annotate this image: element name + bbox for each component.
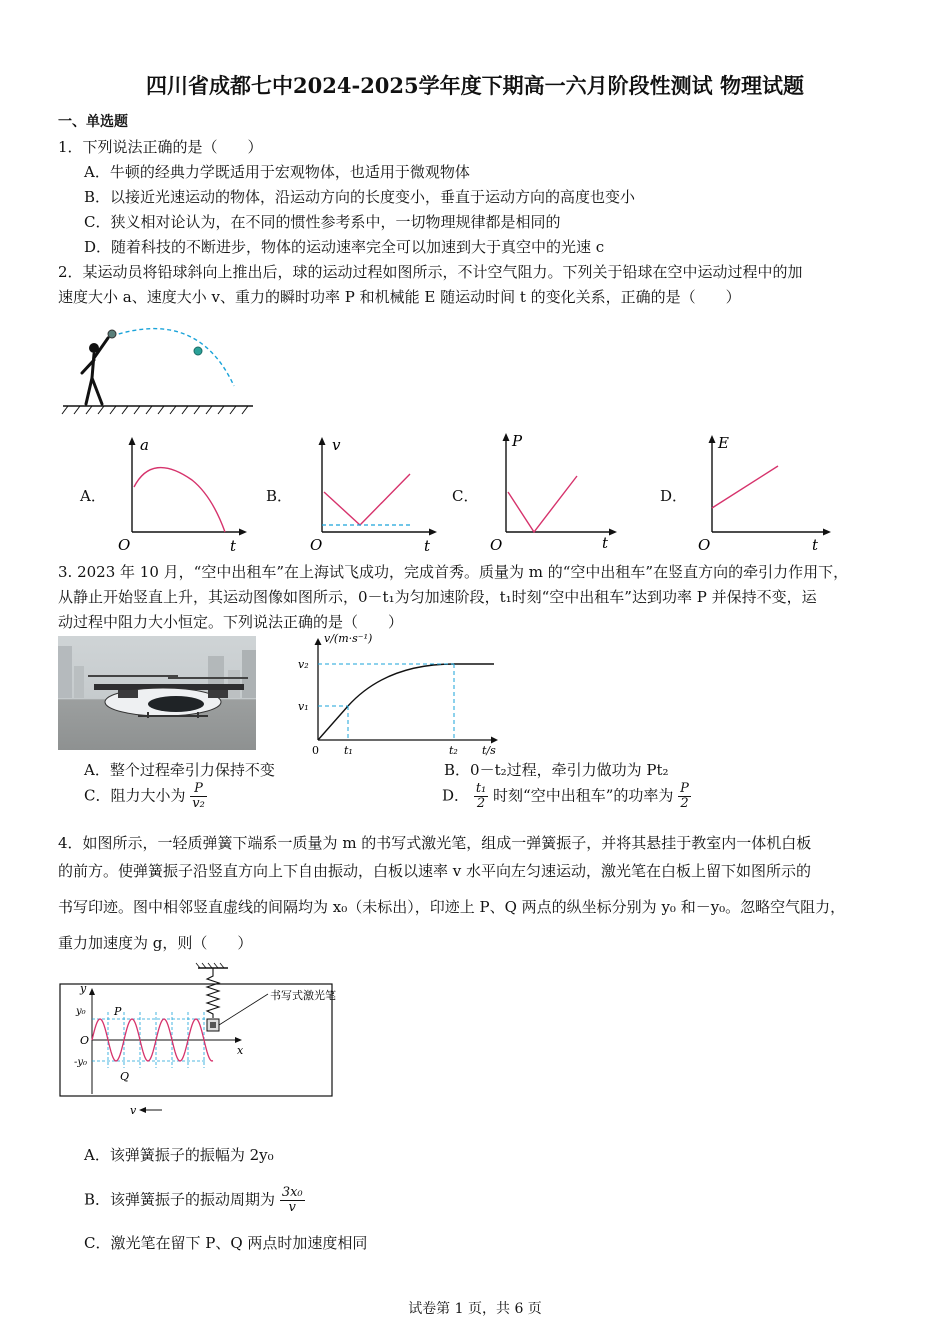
ball-midair	[194, 347, 202, 355]
q3-stem-line1: 3. 2023 年 10 月，“空中出租车”在上海试飞成功，完成首秀。质量为 m 的“空中出租车”在竖直方向的牵引力作用下，	[58, 563, 849, 581]
graph-a-ylabel: a	[140, 436, 149, 454]
graph-c-ylabel: P	[512, 432, 523, 450]
air-taxi-illustration	[58, 636, 256, 750]
q4-stem-line3: 书写印迹。图中相邻竖直虚线的间隔均为 x₀（未标出），印迹上 P、Q 两点的纵坐标分别为 y₀ 和－y₀。忽略空气阻力，	[58, 898, 846, 916]
q2-graph-b-label: B．	[266, 487, 293, 505]
q4-option-a: A．该弹簧振子的振幅为 2y₀	[84, 1146, 274, 1164]
q3-option-b: B．0－t₂过程，牵引力做功为 Pt₂	[444, 761, 669, 779]
graph-a-origin: O	[118, 536, 131, 554]
graph-b-ylabel: v	[332, 436, 341, 454]
fig-origin: O	[80, 1034, 90, 1047]
fig-x-axis: x	[237, 1044, 244, 1057]
vt-ylabel: v/(m·s⁻¹)	[324, 632, 373, 645]
athlete-figure	[82, 338, 108, 404]
vt-curve	[318, 664, 494, 740]
vt-tick-v2: v₂	[298, 658, 309, 671]
q2-graph-c-label: C．	[452, 487, 479, 505]
graph-c-curve	[508, 476, 577, 532]
q4-stem-line2: 的前方。使弹簧振子沿竖直方向上下自由振动，白板以速率 v 水平向左匀速运动，激光笔在白板上留下如图所示的	[58, 862, 812, 880]
q2-graph-c	[484, 428, 624, 554]
q4-stem-line1: 4．如图所示，一轻质弹簧下端系一质量为 m 的书写式激光笔，组成一弹簧振子，并将其悬挂于教室内一体机白板	[58, 834, 812, 852]
q3-option-d	[442, 782, 691, 811]
vt-origin: 0	[312, 744, 319, 757]
graph-b-origin: O	[310, 536, 323, 554]
q3-option-c-text: C．阻力大小为	[84, 786, 186, 805]
q3-option-d-prefix: D．	[442, 786, 470, 805]
ball-start	[108, 330, 116, 338]
q4-spring-figure	[56, 962, 376, 1120]
q2-stem-line1: 2．某运动员将铅球斜向上推出后，球的运动过程如图所示，不计空气阻力。下列关于铅球在空中运动过程中的加	[58, 263, 803, 281]
q3-option-d-fraction1: $\frac{\text{t₁}}{2}$	[475, 781, 487, 811]
q1-option-a: A．牛顿的经典力学既适用于宏观物体，也适用于微观物体	[84, 163, 470, 181]
graph-c-xlabel: t	[602, 534, 609, 552]
fig-neg-y0-label: -y₀	[74, 1057, 88, 1068]
q2-graph-b	[300, 432, 440, 554]
air-taxi-photo	[58, 636, 256, 750]
q2-stem-line2: 速度大小 a、速度大小 v、重力的瞬时功率 P 和机械能 E 随运动时间 t 的变化关系，正确的是（ ）	[58, 288, 741, 306]
q2-graph-a	[110, 432, 250, 554]
graph-d-origin: O	[698, 536, 711, 554]
q4-option-b-fraction: $\frac{\text{3x₀}}{v}$	[281, 1185, 303, 1215]
graph-d-ylabel: E	[718, 434, 729, 452]
pen-label: 书写式激光笔	[270, 989, 336, 1002]
fig-point-p: P	[114, 1005, 122, 1018]
section-heading: 一、单选题	[58, 114, 128, 130]
ground-hatch	[62, 406, 248, 414]
q3-option-c-fraction: $\frac{P}{\text{v₂}}$	[192, 781, 205, 811]
graph-b-xlabel: t	[424, 537, 431, 554]
graph-d-xlabel: t	[812, 536, 819, 554]
q3-option-c	[84, 782, 207, 811]
q3-stem-line3: 动过程中阻力大小恒定。下列说法正确的是（ ）	[58, 613, 404, 631]
q1-stem: 1．下列说法正确的是（ ）	[58, 138, 263, 156]
graph-a-xlabel: t	[230, 537, 237, 554]
q3-stem-line2: 从静止开始竖直上升，其运动图像如图所示，0－t₁为匀加速阶段，t₁时刻“空中出租车”达到功率 P 并保持不变，运	[58, 588, 817, 606]
page-footer: 试卷第 1 页，共 6 页	[408, 1301, 542, 1317]
q2-graph-a-label: A．	[80, 487, 106, 505]
q1-option-c: C．狭义相对论认为，在不同的惯性参考系中，一切物理规律都是相同的	[84, 213, 561, 231]
graph-b-curve	[324, 474, 410, 525]
graph-c-origin: O	[490, 536, 503, 554]
q4-option-b	[84, 1186, 305, 1215]
vt-xlabel: t/s	[482, 744, 496, 757]
trajectory-path	[112, 329, 234, 386]
shot-put-figure	[58, 318, 258, 418]
q3-option-d-text: 时刻“空中出租车”的功率为	[493, 786, 674, 805]
graph-a-curve	[134, 468, 225, 532]
q1-option-d: D．随着科技的不断进步，物体的运动速率完全可以加速到大于真空中的光速 c	[84, 238, 605, 256]
q2-graph-d	[690, 430, 840, 554]
fig-point-q: Q	[120, 1070, 130, 1083]
fig-velocity-label: v	[130, 1104, 137, 1117]
graph-d-curve	[712, 466, 778, 508]
q4-stem-line4: 重力加速度为 g，则（ ）	[58, 934, 253, 952]
q3-vt-graph	[296, 630, 506, 758]
fig-y0-label: y₀	[76, 1006, 86, 1017]
q4-option-b-text: B．该弹簧振子的振动周期为	[84, 1190, 276, 1209]
page-title: 四川省成都七中2024-2025学年度下期高一六月阶段性测试 物理试题	[146, 73, 804, 98]
q3-option-d-fraction2: $\frac{P}{2}$	[680, 781, 689, 811]
vt-tick-v1: v₁	[298, 700, 309, 713]
vt-tick-t2: t₂	[449, 744, 458, 757]
q3-option-a: A．整个过程牵引力保持不变	[84, 761, 275, 779]
q4-option-c: C．激光笔在留下 P、Q 两点时加速度相同	[84, 1234, 368, 1252]
q1-option-b: B．以接近光速运动的物体，沿运动方向的长度变小，垂直于运动方向的高度也变小	[84, 188, 636, 206]
vt-tick-t1: t₁	[344, 744, 353, 757]
q2-graph-d-label: D．	[660, 487, 688, 505]
fig-y-axis: y	[80, 982, 87, 995]
